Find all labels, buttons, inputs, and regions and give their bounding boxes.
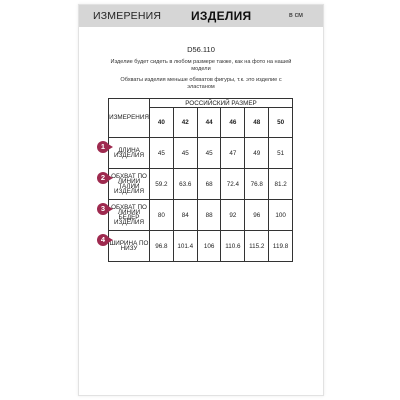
row-number-badge: 4 [97, 234, 109, 246]
size-cell: 46 [221, 108, 245, 138]
row-number-badge: 3 [97, 203, 109, 215]
row-label: ОБХВАТ ПО ЛИНИИ ТАЛИИ ИЗДЕЛИЯ [109, 169, 150, 200]
header-bar [79, 5, 323, 27]
size-chart-sheet [78, 4, 324, 396]
fit-note: Изделие будет сидеть в любом размере также, как на фото на нашей модели [110, 59, 292, 72]
value-cell: 119.8 [269, 231, 293, 262]
value-cell: 100 [269, 200, 293, 231]
table-row [109, 138, 293, 169]
size-cell: 44 [197, 108, 221, 138]
value-cell: 80 [150, 200, 174, 231]
model-code: D56.110 [187, 45, 215, 54]
value-cell: 96.8 [150, 231, 174, 262]
row-label: ДЛИНА ИЗДЕЛИЯ [109, 138, 150, 169]
value-cell: 106 [197, 231, 221, 262]
header-item: ИЗДЕЛИЯ [191, 9, 252, 23]
value-cell: 45 [197, 138, 221, 169]
header-unit: в см [289, 12, 303, 19]
value-cell: 51 [269, 138, 293, 169]
table-row [109, 231, 293, 262]
table-row [109, 200, 293, 231]
header-measurements: ИЗМЕРЕНИЯ [93, 10, 162, 22]
value-cell: 76.8 [245, 169, 269, 200]
value-cell: 101.4 [173, 231, 197, 262]
elastane-note: Обхваты изделия меньше обхватов фигуры, т.к. это изделие с эластаном [120, 77, 282, 90]
value-cell: 115.2 [245, 231, 269, 262]
size-cell: 40 [150, 108, 174, 138]
value-cell: 47 [221, 138, 245, 169]
value-cell: 92 [221, 200, 245, 231]
value-cell: 63.6 [173, 169, 197, 200]
table-row [109, 169, 293, 200]
value-cell: 84 [173, 200, 197, 231]
value-cell: 88 [197, 200, 221, 231]
value-cell: 59.2 [150, 169, 174, 200]
value-cell: 45 [150, 138, 174, 169]
value-cell: 45 [173, 138, 197, 169]
value-cell: 81.2 [269, 169, 293, 200]
size-cell: 48 [245, 108, 269, 138]
value-cell: 96 [245, 200, 269, 231]
value-cell: 68 [197, 169, 221, 200]
size-cell: 50 [269, 108, 293, 138]
table-header-row [109, 99, 293, 108]
row-number-badge: 1 [97, 141, 109, 153]
value-cell: 72.4 [221, 169, 245, 200]
row-label: ОБХВАТ ПО ЛИНИИ БЕДЕР ИЗДЕЛИЯ [109, 200, 150, 231]
size-table [108, 98, 293, 262]
value-cell: 49 [245, 138, 269, 169]
value-cell: 110.6 [221, 231, 245, 262]
size-group-label: РОССИЙСКИЙ РАЗМЕР [150, 99, 293, 108]
row-label: ШИРИНА ПО НИЗУ [109, 231, 150, 262]
table-corner-label: ИЗМЕРЕНИЯ [109, 99, 150, 138]
row-number-badge: 2 [97, 172, 109, 184]
size-cell: 42 [173, 108, 197, 138]
